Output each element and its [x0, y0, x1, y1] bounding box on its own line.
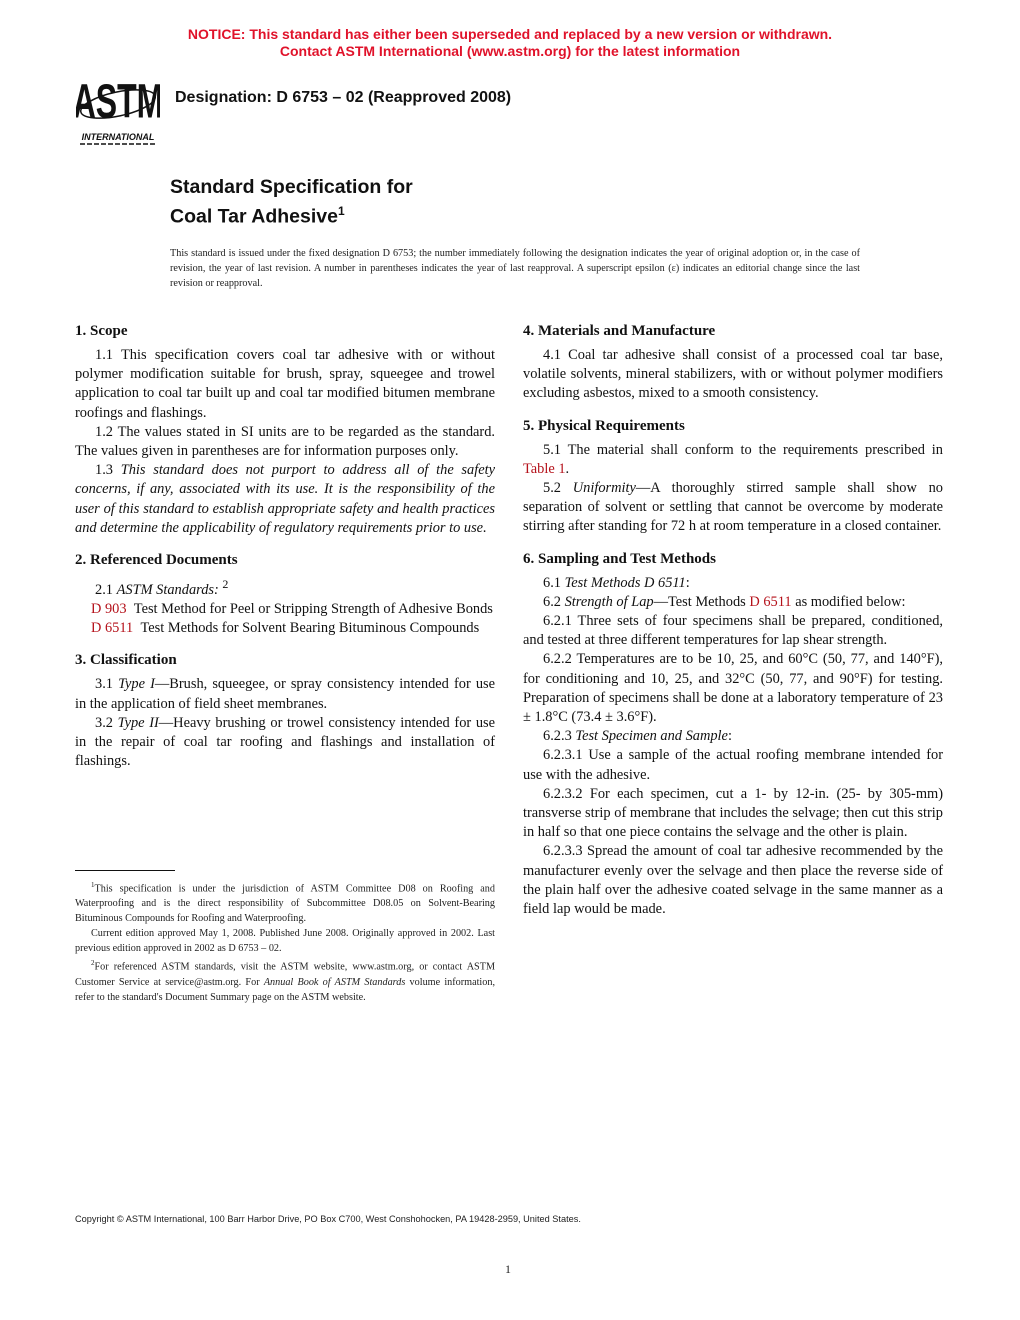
copyright-footer: Copyright © ASTM International, 100 Barr Harbor Drive, PO Box C700, West Conshohocken, PA 19428-2959, United States. — [75, 1214, 581, 1224]
paragraph-6-2-3: 6.2.3 Test Specimen and Sample: — [543, 728, 732, 745]
issued-note: This standard is issued under the fixed designation D 6753; the number immediately following the designation indicates the year of original adoption or, in the case of revision, the year of last revision. A number in parentheses indicates the year of last reapproval. A superscript epsilon (ε) indicates an editorial change since the last revision or reapproval. — [170, 248, 860, 289]
reference-link-d6511[interactable]: D 6511 — [91, 620, 134, 637]
section-sampling — [523, 550, 943, 920]
paragraph-1-2: 1.2 The values stated in SI units are to be regarded as the standard. The values given in parentheses are for information purposes only. — [75, 423, 495, 460]
section-heading: 1. Scope — [75, 323, 128, 339]
title-footnote-mark: 1 — [337, 204, 345, 218]
d6511-link[interactable]: D 6511 — [749, 593, 792, 610]
paragraph-6-2-3-1: 6.2.3.1 Use a sample of the actual roofing membrane intended for use with the adhesive. — [523, 747, 943, 783]
title-line-2: Coal Tar Adhesive$^1$ — [170, 204, 345, 228]
paragraph-1-1: 1.1 This specification covers coal tar adhesive with or without polymer modification suitable for brush, spray, squeegee and trowel application to coal tar built up and coal tar modified bitumen membrane roofings and flashings. — [75, 347, 495, 421]
section-heading: 4. Materials and Manufacture — [523, 323, 716, 339]
section-physical-requirements — [523, 417, 943, 537]
astm-logo-icon — [76, 74, 160, 150]
title-line-1: Standard Specification for — [170, 176, 413, 198]
paragraph-3-2: 3.2 Type II—Heavy brushing or trowel consistency intended for use in the repair of coal tar roofing and flashings and installation of flashings. — [75, 714, 496, 770]
section-heading: 5. Physical Requirements — [523, 417, 685, 434]
section-heading: 2. Referenced Documents — [75, 552, 238, 569]
paragraph-6-2-3-3: 6.2.3.3 Spread the amount of coal tar adhesive recommended by the manufacturer evenly over the selvage and then place the reverse side of the plain half over the adhesive coated selvage in the same manner as a field lap would be made. — [523, 843, 943, 918]
footnotes — [75, 878, 495, 1005]
section-classification — [75, 651, 495, 771]
paragraph-3-1: 3.1 Type I—Brush, squeegee, or spray consistency intended for use in the application of field sheet membranes. — [75, 676, 496, 712]
reference-item: D 903 Test Method for Peel or Stripping Strength of Adhesive Bonds — [91, 601, 493, 618]
paragraph-2-1: 2.1 ASTM Standards: $^2$ — [95, 577, 229, 598]
designation: Designation: D 6753 – 02 (Reapproved 2008) — [175, 89, 512, 106]
footnote-1-edition: Current edition approved May 1, 2008. Published June 2008. Originally approved in 2002. Last previous edition approved in 2002 as D 6753 – 02. — [75, 928, 495, 955]
svg-text:ASTM: ASTM — [76, 74, 160, 129]
table-1-link[interactable]: Table 1 — [523, 460, 566, 477]
paragraph-6-2-1: 6.2.1 Three sets of four specimens shall be prepared, conditioned, and tested at three different temperatures for lap shear strength. — [523, 613, 943, 649]
right-column — [523, 322, 943, 932]
paragraph-6-2-3-2: 6.2.3.2 For each specimen, cut a 1- by 12-in. (25- by 305-mm) transverse strip of membrane that includes the selvage; then cut this strip in half so that one piece contains the selvage and the other is plain. — [523, 785, 943, 841]
section-referenced-documents — [75, 551, 495, 638]
notice-line-1: NOTICE: This standard has either been superseded and replaced by a new version or withdrawn. — [187, 26, 833, 42]
document-title — [170, 175, 413, 229]
section-scope — [75, 322, 495, 538]
page-number: 1 — [505, 1262, 511, 1276]
left-column — [75, 322, 495, 784]
paragraph-6-1: 6.1 Test Methods D 6511: — [543, 574, 690, 591]
paragraph-4-1: 4.1 Coal tar adhesive shall consist of a processed coal tar base, volatile solvents, mineral stabilizers, with or without polymer modifiers excluding asbestos, mixed to a smooth consistency. — [523, 347, 943, 402]
footnote-1: $^1$This specification is under the jurisdiction of ASTM Committee D08 on Roofing and Waterproofing and is the direct responsibility of Subcommittee D08.05 on Solvent-Bearing Bituminous Compounds for Roofing and Waterproofing. — [75, 881, 495, 925]
paragraph-6-2: 6.2 Strength of Lap—Test Methods D 6511 as modified below: — [543, 593, 906, 610]
svg-text:INTERNATIONAL: INTERNATIONAL — [81, 132, 155, 142]
notice-line-2: Contact ASTM International (www.astm.org) for the latest information — [279, 43, 741, 59]
paragraph-1-3: 1.3 This standard does not purport to address all of the safety concerns, if any, associated with its use. It is the responsibility of the user of this standard to establish appropriate safety and health practices and determine the applicability of regulatory requirements prior to use. — [75, 462, 495, 536]
footnote-divider — [75, 870, 175, 871]
reference-item: D 6511 Test Methods for Solvent Bearing Bituminous Compounds — [91, 620, 480, 637]
paragraph-5-2: 5.2 Uniformity—A thoroughly stirred sample shall show no separation of solvent or settling that cannot be overcome by moderate stirring after standing for 72 h at room temperature in a closed container. — [523, 480, 943, 535]
paragraph-6-2-2: 6.2.2 Temperatures are to be 10, 25, and 60°C (50, 77, and 140°F), for conditioning and 10, 25, and 32°C (50, 77, and 90°F) for testing. Preparation of specimens shall be done at a laboratory temperature of 23 ± 1.8°C (73.4 ± 3.6°F). — [523, 651, 943, 726]
section-materials — [523, 322, 943, 404]
section-heading: 6. Sampling and Test Methods — [523, 550, 716, 567]
withdrawn-notice — [0, 26, 1020, 60]
section-heading: 3. Classification — [75, 652, 177, 669]
astm-logo — [76, 74, 160, 150]
reference-link-d903[interactable]: D 903 — [91, 601, 127, 618]
footnote-2: $^2$For referenced ASTM standards, visit the ASTM website, www.astm.org, or contact ASTM Customer Service at service@astm.org. For Annual Book of ASTM Standards volume information, refer to the standard's Document Summary page on the ASTM website. — [75, 959, 495, 1003]
paragraph-5-1: 5.1 The material shall conform to the requirements prescribed in Table 1. — [523, 441, 943, 477]
